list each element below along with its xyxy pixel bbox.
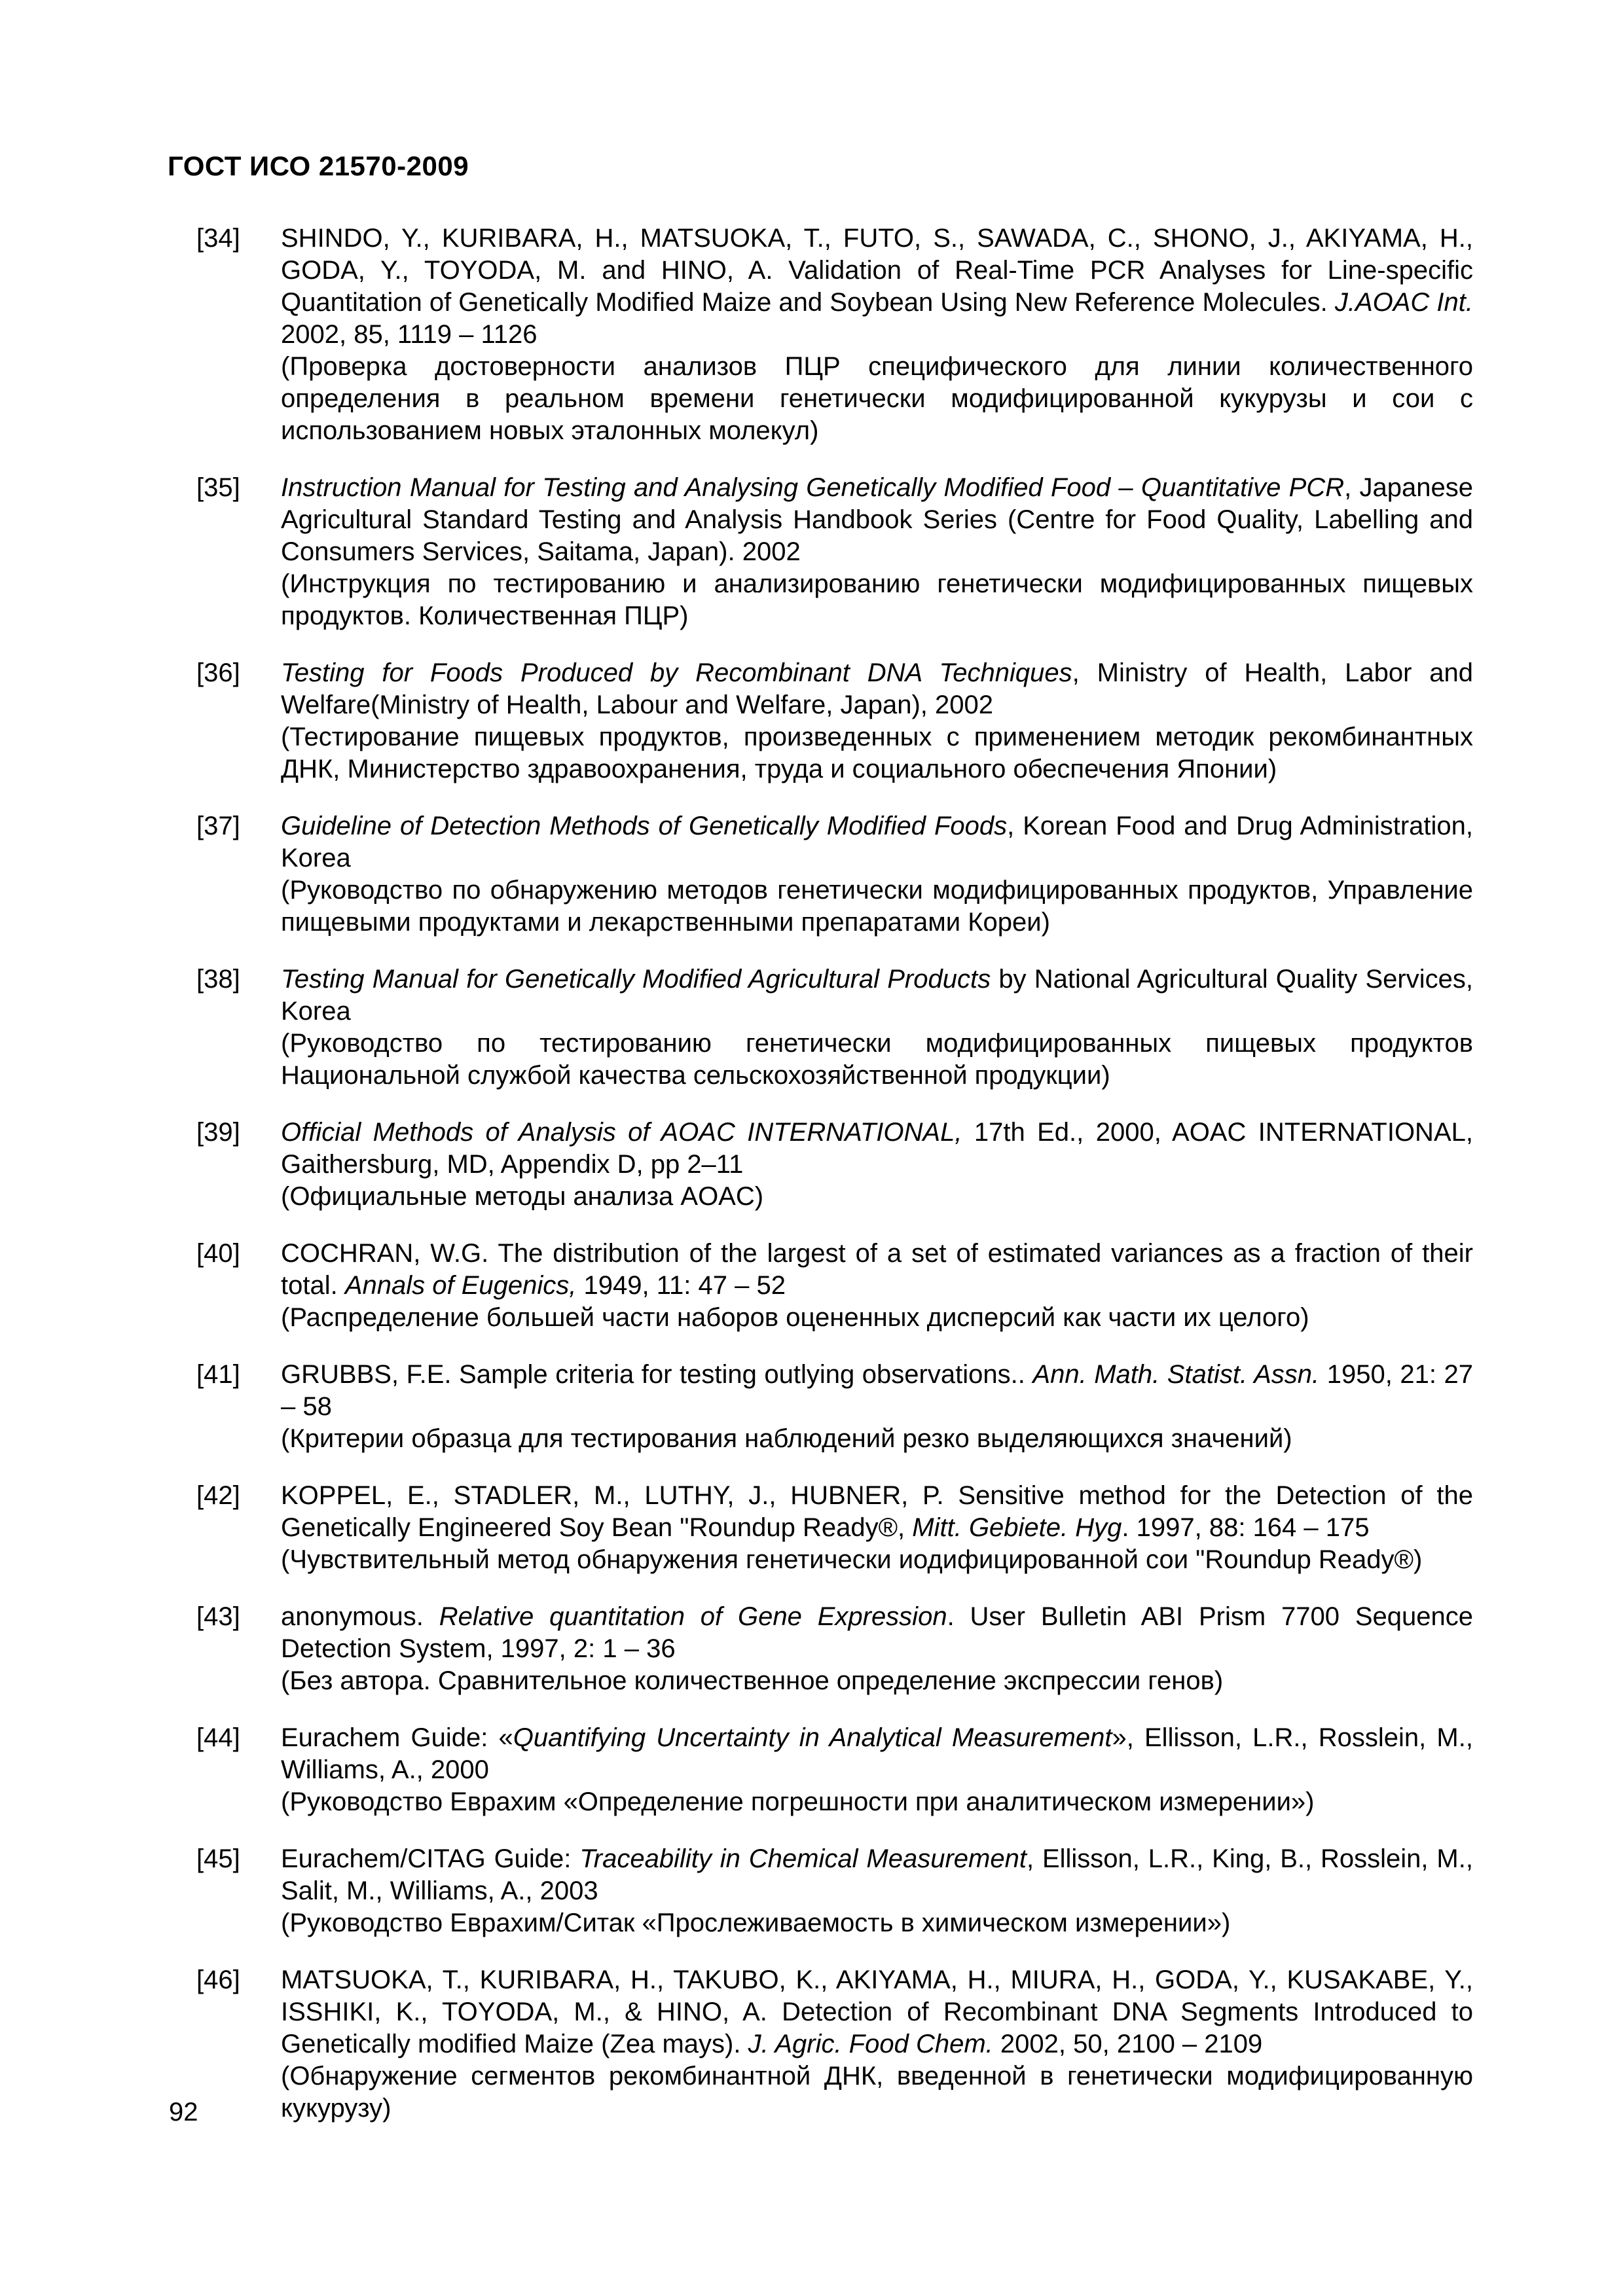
reference-translation: (Инструкция по тестированию и анализированию генетически модифицированных пищевых продуктов. Количественная ПЦР) xyxy=(281,569,1473,630)
reference-entry xyxy=(196,963,1473,1092)
citation-title: J. Agric. Food Chem. xyxy=(748,2030,993,2058)
citation-title: Mitt. Gebiete. Hyg xyxy=(912,1513,1122,1542)
reference-number: [37] xyxy=(196,812,240,840)
reference-citation xyxy=(281,657,1473,721)
reference-number: [40] xyxy=(196,1239,240,1268)
reference-entry xyxy=(196,223,1473,447)
reference-citation xyxy=(281,472,1473,568)
reference-citation xyxy=(281,1843,1473,1907)
reference-number: [41] xyxy=(196,1360,240,1389)
citation-text: SHINDO, Y., KURIBARA, H., MATSUOKA, T., FUTO, S., SAWADA, C., SHONO, J., AKIYAMA, H., GODA, Y., TOYODA, M. and HINO, A. Validation of Real-Time PCR Analyses for Line-specific Quantitation of Genetically Modified Maize and Soybean Using New Reference Molecules. xyxy=(281,224,1473,317)
reference-body xyxy=(281,1238,1473,1334)
citation-text: , Ellisson, L.R., King, B., Rosslein, M., Salit, M., Williams, A., 2003 xyxy=(281,1844,1473,1905)
reference-citation xyxy=(281,1722,1473,1786)
reference-body xyxy=(281,1359,1473,1455)
reference-citation xyxy=(281,810,1473,874)
citation-text: KOPPEL, E., STADLER, M., LUTHY, J., HUBNER, P. Sensitive method for the Detection of the Genetically Engineered Soy Bean "Roundup Ready®, xyxy=(281,1481,1473,1542)
reference-translation: (Руководство по обнаружению методов генетически модифицированных продуктов, Управление пищевыми продуктами и лекарственными препаратами Кореи) xyxy=(281,876,1473,937)
citation-title: Traceability in Chemical Measurement xyxy=(579,1844,1027,1873)
reference-translation: (Обнаружение сегментов рекомбинантной ДНК, введенной в генетически модифицированную кукурузу) xyxy=(281,2062,1473,2123)
citation-title: Relative quantitation of Gene Expression xyxy=(439,1602,947,1631)
citation-text: , Japanese Agricultural Standard Testing and Analysis Handbook Series (Centre for Food Quality, Labelling and Consumers Services, Saitama, Japan). 2002 xyxy=(281,473,1473,566)
reference-number: [34] xyxy=(196,224,240,253)
citation-text: Eurachem Guide: « xyxy=(281,1723,513,1752)
reference-translation: (Руководство Еврахим/Ситак «Прослеживаемость в химическом измерении») xyxy=(281,1909,1231,1937)
citation-text: , Korean Food and Drug Administration, Korea xyxy=(281,812,1473,872)
reference-entry xyxy=(196,472,1473,632)
reference-body xyxy=(281,1843,1473,1939)
citation-title: Guideline of Detection Methods of Genetically Modified Foods xyxy=(281,812,1008,840)
reference-citation xyxy=(281,1601,1473,1665)
citation-title: Instruction Manual for Testing and Analysing Genetically Modified Food – Quantitative PCR xyxy=(281,473,1345,502)
reference-list xyxy=(196,223,1473,2149)
reference-number: [39] xyxy=(196,1118,240,1147)
reference-entry xyxy=(196,1480,1473,1576)
reference-translation: (Проверка достоверности анализов ПЦР специфического для линии количественного определения в реальном времени генетически модифицированной кукурузы и сои с использованием новых эталонных молекул) xyxy=(281,352,1473,445)
reference-number: [42] xyxy=(196,1481,240,1510)
reference-number: [43] xyxy=(196,1602,240,1631)
reference-translation: (Руководство Еврахим «Определение погрешности при аналитическом измерении») xyxy=(281,1787,1315,1816)
citation-text: , Ministry of Health, Labor and Welfare(Ministry of Health, Labour and Welfare, Japan), 2002 xyxy=(281,658,1473,719)
reference-entry xyxy=(196,1359,1473,1455)
reference-entry xyxy=(196,1843,1473,1939)
reference-number: [44] xyxy=(196,1723,240,1752)
reference-entry xyxy=(196,1964,1473,2125)
citation-title: Annals of Eugenics, xyxy=(344,1271,577,1300)
reference-citation xyxy=(281,1238,1473,1302)
reference-citation xyxy=(281,963,1473,1028)
reference-body xyxy=(281,223,1473,447)
citation-text: . User Bulletin ABI Prism 7700 Sequence Detection System, 1997, 2: 1 – 36 xyxy=(281,1602,1474,1663)
reference-body xyxy=(281,1964,1473,2125)
citation-text: COCHRAN, W.G. The distribution of the largest of a set of estimated variances as a fraction of their total. xyxy=(281,1239,1473,1300)
reference-body xyxy=(281,1601,1473,1697)
reference-body xyxy=(281,1722,1473,1818)
reference-citation xyxy=(281,1480,1473,1544)
document-header: ГОСТ ИСО 21570-2009 xyxy=(168,151,469,181)
citation-text: 17th Ed., 2000, AOAC INTERNATIONAL, Gaithersburg, MD, Appendix D, pp 2–11 xyxy=(281,1118,1473,1179)
reference-entry xyxy=(196,1601,1473,1697)
reference-body xyxy=(281,472,1473,632)
reference-translation: (Руководство по тестированию генетически модифицированных пищевых продуктов Национальной службой качества сельскохозяйственной продукции) xyxy=(281,1029,1473,1090)
reference-body xyxy=(281,657,1473,785)
reference-number: [38] xyxy=(196,965,240,994)
citation-title: J.AOAC Int. xyxy=(1334,288,1474,317)
reference-body xyxy=(281,963,1473,1092)
citation-text: . 1997, 88: 164 – 175 xyxy=(1122,1513,1370,1542)
citation-text: », Ellisson, L.R., Rosslein, M., Williams, A., 2000 xyxy=(281,1723,1473,1784)
citation-text: 1949, 11: 47 – 52 xyxy=(576,1271,786,1300)
citation-text: 2002, 50, 2100 – 2109 xyxy=(993,2030,1263,2058)
reference-number: [45] xyxy=(196,1844,240,1873)
reference-translation: (Распределение большей части наборов оцененных дисперсий как части их целого) xyxy=(281,1303,1309,1332)
reference-number: [36] xyxy=(196,658,240,687)
reference-translation: (Чувствительный метод обнаружения генетически иодифицированной сои "Roundup Ready®) xyxy=(281,1545,1423,1574)
reference-body xyxy=(281,1117,1473,1213)
reference-entry xyxy=(196,1117,1473,1213)
reference-citation xyxy=(281,223,1473,351)
reference-entry xyxy=(196,657,1473,785)
reference-citation xyxy=(281,1964,1473,2060)
citation-text: GRUBBS, F.E. Sample criteria for testing outlying observations.. xyxy=(281,1360,1033,1389)
citation-text: 1950, 21: 27 – 58 xyxy=(281,1360,1474,1421)
citation-text: 2002, 85, 1119 – 1126 xyxy=(281,320,538,349)
citation-title: Quantifying Uncertainty in Analytical Measurement xyxy=(513,1723,1112,1752)
reference-entry xyxy=(196,1238,1473,1334)
reference-entry xyxy=(196,810,1473,939)
citation-text: anonymous. xyxy=(281,1602,439,1631)
reference-citation xyxy=(281,1359,1473,1423)
citation-text: Eurachem/CITAG Guide: xyxy=(281,1844,580,1873)
reference-entry xyxy=(196,1722,1473,1818)
reference-translation: (Официальные методы анализа AOAC) xyxy=(281,1182,764,1211)
citation-title: Official Methods of Analysis of AOAC INTERNATIONAL, xyxy=(281,1118,962,1147)
reference-citation xyxy=(281,1117,1473,1181)
page-number: 92 xyxy=(169,2098,198,2126)
citation-text: by National Agricultural Quality Services, Korea xyxy=(281,965,1473,1026)
reference-translation: (Критерии образца для тестирования наблюдений резко выделяющихся значений) xyxy=(281,1424,1292,1453)
reference-translation: (Тестирование пищевых продуктов, произведенных с применением методик рекомбинантных ДНК, Министерство здравоохранения, труда и социального обеспечения Японии) xyxy=(281,723,1473,783)
reference-body xyxy=(281,1480,1473,1576)
citation-title: Testing Manual for Genetically Modified Agricultural Products xyxy=(281,965,991,994)
reference-translation: (Без автора. Сравнительное количественное определение экспрессии генов) xyxy=(281,1666,1224,1695)
reference-number: [35] xyxy=(196,473,240,502)
citation-title: Testing for Foods Produced by Recombinant DNA Techniques xyxy=(281,658,1072,687)
citation-text: MATSUOKA, T., KURIBARA, H., TAKUBO, K., AKIYAMA, H., MIURA, H., GODA, Y., KUSAKABE, Y., ISSHIKI, K., TOYODA, M., & HINO, A. Detection of Recombinant DNA Segments Introduced to Genetically modified Maize (Zea mays). xyxy=(281,1965,1473,2058)
citation-title: Ann. Math. Statist. Assn. xyxy=(1032,1360,1320,1389)
reference-body xyxy=(281,810,1473,939)
reference-number: [46] xyxy=(196,1965,240,1994)
